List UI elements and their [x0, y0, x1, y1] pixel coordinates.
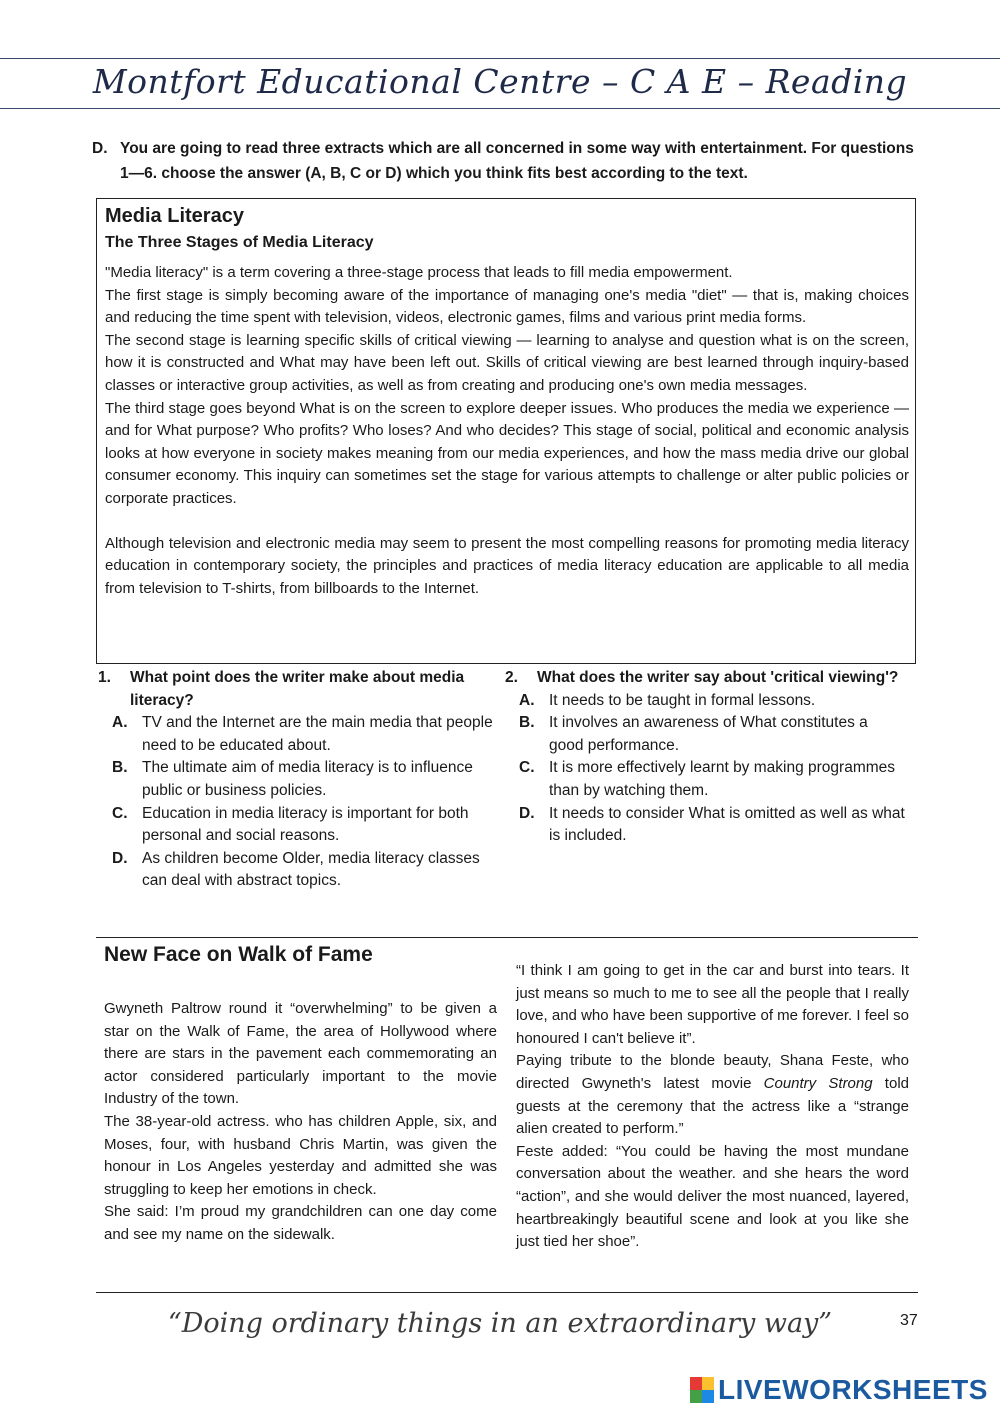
extract-media-literacy [96, 198, 916, 664]
paragraph [516, 1050, 909, 1140]
article-column-right [516, 960, 909, 1254]
movie-title: Country Strong [763, 1074, 873, 1092]
question-number: 1. [98, 669, 111, 686]
paragraph: “I think I am going to get in the car and burst into tears. It just means so much to me to see all the people that I really love, and who have been supportive of me forever. I feel so honoured I can't believe it”. [516, 962, 909, 1047]
option-letter: D. [112, 849, 128, 867]
option-letter: C. [112, 804, 128, 822]
option-text: The ultimate aim of media literacy is to influence public or business policies. [142, 759, 473, 799]
section-divider [96, 937, 918, 938]
option-text: It needs to consider What is omitted as well as what is included. [549, 804, 905, 845]
option-letter: B. [519, 714, 535, 732]
option-letter: D. [519, 804, 535, 822]
option-text: It involves an awareness of What constitutes a good performance. [549, 714, 868, 754]
footer-quote: “Doing ordinary things in an extraordinary way” [167, 1308, 833, 1339]
option-a[interactable] [98, 712, 498, 757]
page-header-title: Montfort Educational Centre – C A E – Reading [92, 62, 908, 101]
option-d[interactable] [505, 803, 905, 848]
question-2 [505, 667, 905, 848]
paragraph: The second stage is learning specific skills of critical viewing — learning to analyse and question what is on the screen, how it is constructed and What may have been left out. Skills of critical viewing are best learned through inquiry-based classes or interactive group activities, as well as from creating and producing one's own media messages. [105, 331, 909, 394]
top-rule [0, 58, 1000, 59]
question-number: 2. [505, 669, 518, 686]
liveworksheets-brand[interactable] [690, 1375, 988, 1405]
option-text: It is more effectively learnt by making programmes than by watching them. [549, 759, 896, 799]
paragraph: The first stage is simply becoming aware of the importance of managing one's media "diet" — that is, making choices and reducing the time spent with television, videos, electronic games, films and various print media forms. [105, 286, 909, 327]
extract-title: New Face on Walk of Fame [104, 943, 373, 966]
option-b[interactable] [505, 712, 905, 757]
option-letter: C. [519, 759, 535, 777]
paragraph: She said: I’m proud my grandchildren can one day come and see my name on the sidewalk. [104, 1203, 497, 1243]
question-text: What point does the writer make about media literacy? [130, 669, 465, 709]
section-label: D. [92, 140, 108, 157]
article-column-left [104, 998, 497, 1247]
section-divider [96, 1292, 918, 1293]
option-text: Education in media literacy is important for both personal and social reasons. [142, 804, 469, 845]
option-text: As children become Older, media literacy classes can deal with abstract topics. [142, 849, 480, 890]
paragraph-text: Paying tribute to the blonde beauty, Shana Feste, who directed Gwyneth's latest movie [516, 1052, 909, 1092]
paragraph: "Media literacy" is a term covering a three-stage process that leads to fill media empowerment. [105, 264, 733, 281]
option-letter: A. [112, 714, 128, 732]
option-text: It needs to be taught in formal lessons. [549, 691, 816, 709]
option-text: TV and the Internet are the main media that people need to be educated about. [142, 714, 493, 754]
option-letter: A. [519, 691, 535, 709]
instructions [92, 136, 922, 186]
paragraph: Gwyneth Paltrow round it “overwhelming” to be given a star on the Walk of Fame, the area of Hollywood where there are stars in the pavement each commemorating an actor considered particularly important to the movie Industry of the town. [104, 1000, 497, 1108]
option-b[interactable] [98, 757, 498, 802]
option-letter: B. [112, 759, 128, 777]
option-d[interactable] [98, 848, 498, 893]
option-a[interactable] [505, 690, 905, 713]
paragraph: Although television and electronic media may seem to present the most compelling reasons for promoting media literacy education in contemporary society, the principles and practices of media literacy education are applicable to all media from television to T-shirts, from billboards to the Internet. [105, 534, 909, 597]
liveworksheets-logo-icon [690, 1377, 714, 1403]
extract-title: Media Literacy [105, 205, 244, 227]
extract-subtitle: The Three Stages of Media Literacy [105, 234, 374, 251]
option-c[interactable] [505, 757, 905, 802]
question-1 [98, 667, 498, 893]
page-number: 37 [900, 1312, 918, 1329]
paragraph: The 38-year-old actress. who has children Apple, six, and Moses, four, with husband Chris Martin, was given the honour in Los Angeles yesterday and admitted she was struggling to keep her emotions in check. [104, 1112, 497, 1198]
brand-text: LIVEWORKSHEETS [718, 1374, 988, 1405]
option-c[interactable] [98, 803, 498, 848]
header-rule [0, 108, 1000, 109]
paragraph: Feste added: “You could be having the most mundane conversation about the weather. and she hears the word “action”, and she would deliver the most nuanced, layered, heartbreakingly beautiful scene and look at you like she just tied her shoe”. [516, 1142, 909, 1251]
paragraph: The third stage goes beyond What is on the screen to explore deeper issues. Who produces the media we experience — and for What purpose? Who profits? Who loses? And who decides? This stage of social, political and economic analysis looks at how everyone in society makes meaning from our media experiences, and how the mass media drive our global consumer economy. This inquiry can sometimes set the stage for various attempts to challenge or alter public policies or corporate practices. [105, 399, 909, 507]
question-text: What does the writer say about 'critical viewing'? [537, 669, 899, 686]
paragraph-text: told guests at the ceremony that the actress like a “strange alien created to perform.” [516, 1074, 909, 1138]
instructions-text: You are going to read three extracts which are all concerned in some way with entertainment. For questions 1—6. choose the answer (A, B, C or D) which you think fits best according to the text. [120, 140, 914, 182]
